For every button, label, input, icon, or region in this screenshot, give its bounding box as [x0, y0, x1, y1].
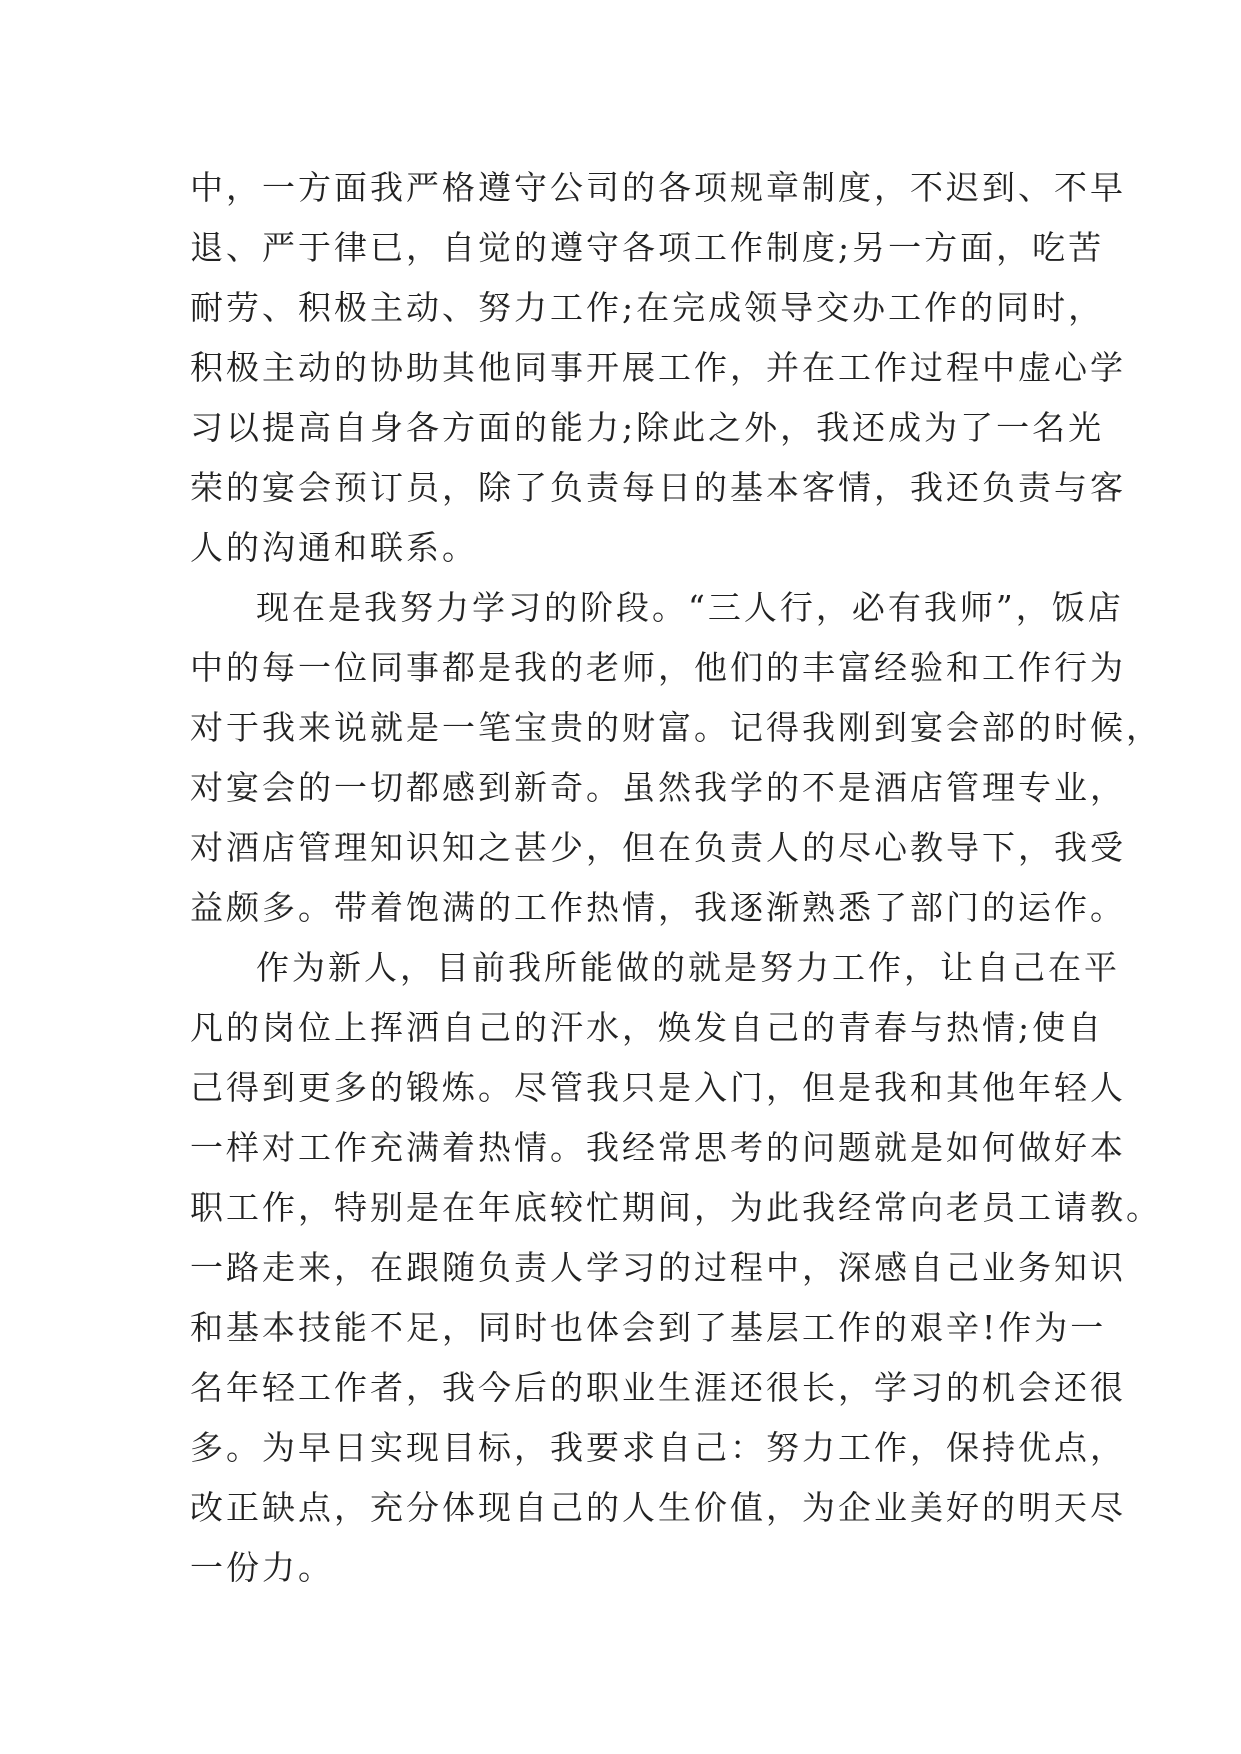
text-line: 职工作，特别是在年底较忙期间，为此我经常向老员工请教。 [190, 1188, 1162, 1227]
text-line: 积极主动的协助其他同事开展工作，并在工作过程中虚心学 [190, 348, 1126, 387]
paragraph-3 [190, 938, 1162, 1598]
text-line: 名年轻工作者，我今后的职业生涯还很长，学习的机会还很 [190, 1368, 1126, 1407]
text-line: 益颇多。带着饱满的工作热情，我逐渐熟悉了部门的运作。 [190, 888, 1126, 927]
text-line: 荣的宴会预订员，除了负责每日的基本客情，我还负责与客 [190, 468, 1126, 507]
paragraph-1 [190, 158, 1126, 578]
text-line: 中的每一位同事都是我的老师，他们的丰富经验和工作行为 [190, 648, 1126, 687]
text-line: 耐劳、积极主动、努力工作;在完成领导交办工作的同时， [190, 288, 1105, 327]
text-line: 一路走来，在跟随负责人学习的过程中，深感自己业务知识 [190, 1248, 1126, 1287]
paragraph-2 [190, 578, 1162, 938]
text-line: 多。为早日实现目标，我要求自己：努力工作，保持优点， [190, 1428, 1126, 1467]
text-line: 一样对工作充满着热情。我经常思考的问题就是如何做好本 [190, 1128, 1126, 1167]
text-line: 对于我来说就是一笔宝贵的财富。记得我刚到宴会部的时候， [190, 708, 1162, 747]
document-body [190, 158, 1162, 1598]
text-line: 和基本技能不足，同时也体会到了基层工作的艰辛!作为一 [190, 1308, 1107, 1347]
text-line: 习以提高自身各方面的能力;除此之外，我还成为了一名光 [190, 408, 1105, 447]
text-line: 改正缺点，充分体现自己的人生价值，为企业美好的明天尽 [190, 1488, 1126, 1527]
text-line: 对酒店管理知识知之甚少，但在负责人的尽心教导下，我受 [190, 828, 1126, 867]
text-line: 对宴会的一切都感到新奇。虽然我学的不是酒店管理专业， [190, 768, 1126, 807]
text-line: 现在是我努力学习的阶段。“三人行，必有我师”，饭店 [256, 588, 1124, 627]
text-line: 作为新人，目前我所能做的就是努力工作，让自己在平 [256, 948, 1120, 987]
text-line: 退、严于律已，自觉的遵守各项工作制度;另一方面，吃苦 [190, 228, 1105, 267]
text-line: 人的沟通和联系。 [190, 528, 478, 567]
text-line: 凡的岗位上挥洒自己的汗水，焕发自己的青春与热情;使自 [190, 1008, 1105, 1047]
text-line: 中，一方面我严格遵守公司的各项规章制度，不迟到、不早 [190, 168, 1126, 207]
text-line: 己得到更多的锻炼。尽管我只是入门，但是我和其他年轻人 [190, 1068, 1126, 1107]
text-line: 一份力。 [190, 1548, 334, 1587]
